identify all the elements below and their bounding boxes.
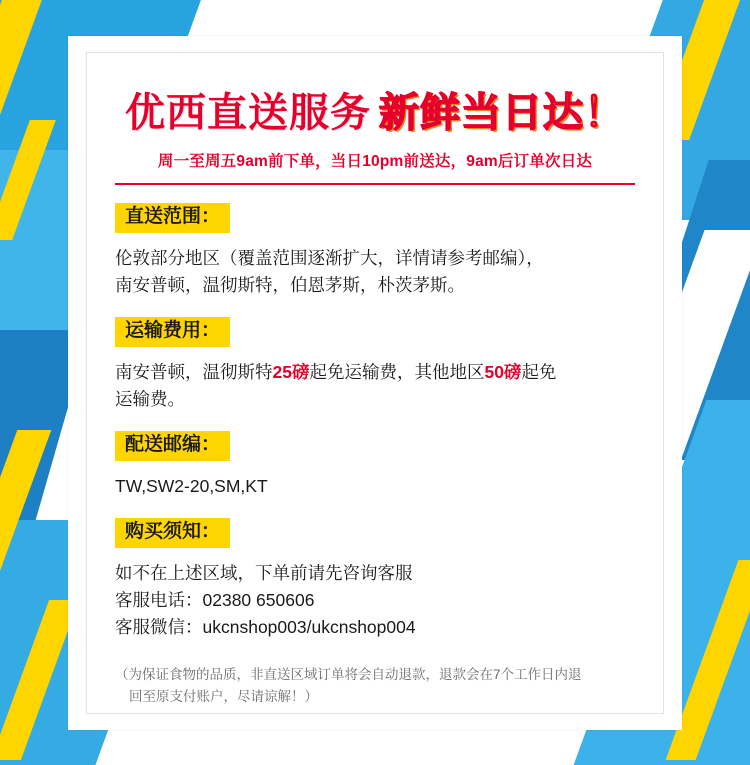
section-tag-purchase-notice: 购买须知：	[115, 518, 230, 548]
section-tag-delivery-area: 直送范围：	[115, 203, 230, 233]
section-shipping-fee	[115, 317, 635, 413]
customer-service-phone: 客服电话：02380 650606	[115, 590, 315, 611]
shipping-fee-text-a: 南安普顿，温彻斯特	[115, 362, 273, 383]
content-body	[87, 53, 663, 708]
shipping-fee-amount-2: 50磅	[484, 362, 522, 383]
shipping-fee-text-c: 起免	[521, 362, 557, 383]
purchase-notice-line-1: 如不在上述区域，下单前请先咨询客服	[115, 563, 413, 584]
delivery-area-line-2: 南安普顿，温彻斯特，伯恩茅斯，朴茨茅斯。	[115, 275, 465, 296]
section-tag-shipping-fee: 运输费用：	[115, 317, 230, 347]
section-postcodes	[115, 431, 635, 500]
section-body-purchase-notice	[115, 560, 635, 641]
section-purchase-notice	[115, 518, 635, 641]
section-body-shipping-fee	[115, 359, 635, 413]
shipping-fee-text-d: 运输费。	[115, 389, 185, 410]
content-card	[68, 36, 682, 730]
content-card-border	[86, 52, 664, 714]
subline-container	[115, 149, 635, 185]
footnote-line-1: （为保证食物的品质，非直送区域订单将会自动退款，退款会在7个工作日内退	[115, 666, 582, 682]
section-body-delivery-area	[115, 245, 635, 299]
footnote-line-2: 回至原支付账户，尽请谅解！）	[129, 688, 318, 704]
footnote	[115, 664, 635, 709]
section-tag-postcodes: 配送邮编：	[115, 431, 230, 461]
section-delivery-area	[115, 203, 635, 299]
headline	[115, 93, 635, 133]
headline-part-2: 新鲜当日达！	[379, 91, 625, 135]
subline-text: 周一至周五9am前下单，当日10pm前送达，9am后订单次日达	[157, 153, 593, 170]
headline-part-1: 优西直送服务	[125, 91, 371, 135]
customer-service-wechat: 客服微信：ukcnshop003/ukcnshop004	[115, 617, 416, 638]
shipping-fee-text-b: 起免运输费，其他地区	[309, 362, 485, 383]
postcodes-line-1: TW,SW2-20,SM,KT	[115, 476, 268, 497]
shipping-fee-amount-1: 25磅	[272, 362, 310, 383]
delivery-area-line-1: 伦敦部分地区（覆盖范围逐渐扩大，详情请参考邮编），	[115, 247, 544, 268]
section-body-postcodes	[115, 473, 635, 500]
